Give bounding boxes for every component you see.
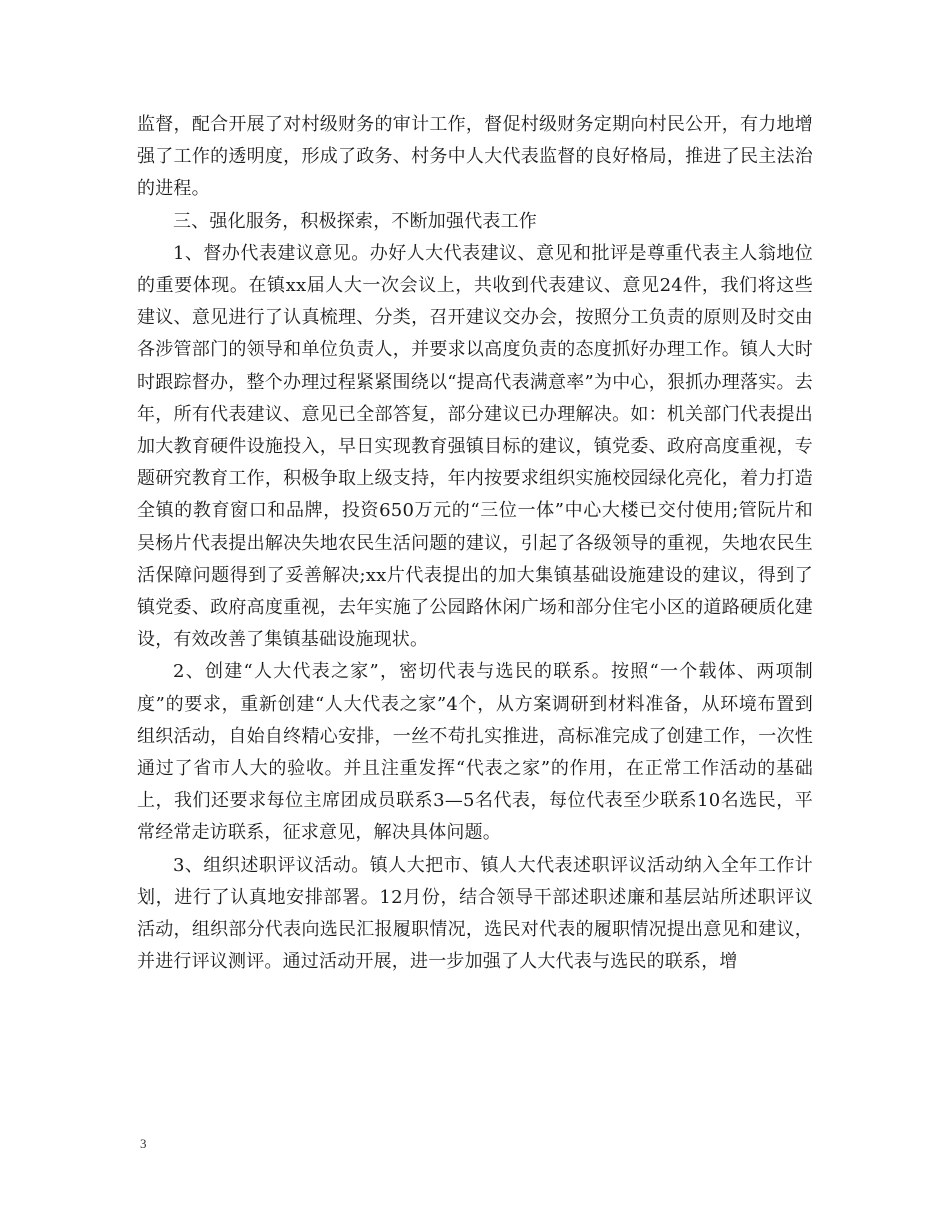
section-heading: 三、强化服务，积极探索，不断加强代表工作 <box>173 210 537 232</box>
document-body <box>137 109 813 978</box>
paragraph-item-3: 3、组织述职评议活动。镇人大把市、镇人大代表述职评议活动纳入全年工作计划，进行了认真地安排部署。12月份，结合领导干部述职述廉和基层站所述职评议活动，组织部分代表向选民汇报履职情况，选民对代表的履职情况提出意见和建议，并进行评议测评。通过活动开展，进一步加强了人大代表与选民的联系，增 <box>137 854 813 973</box>
page-number: 3 <box>140 1136 147 1151</box>
paragraph-item-1: 1、督办代表建议意见。办好人大代表建议、意见和批评是尊重代表主人翁地位的重要体现。在镇xx届人大一次会议上，共收到代表建议、意见24件，我们将这些建议、意见进行了认真梳理、分类，召开建议交办会，按照分工负责的原则及时交由各涉管部门的领导和单位负责人，并要求以高度负责的态度抓好办理工作。镇人大时时跟踪督办，整个办理过程紧紧围绕以“提高代表满意率”为中心，狠抓办理落实。去年，所有代表建议、意见已全部答复，部分建议已办理解决。如：机关部门代表提出加大教育硬件设施投入，早日实现教育强镇目标的建议，镇党委、政府高度重视，专题研究教育工作，积极争取上级支持，年内按要求组织实施校园绿化亮化，着力打造全镇的教育窗口和品牌，投资650万元的“三位一体”中心大楼已交付使用;管阮片和吴杨片代表提出解决失地农民生活问题的建议，引起了各级领导的重视，失地农民生活保障问题得到了妥善解决;xx片代表提出的加大集镇基础设施建设的建议，得到了镇党委、政府高度重视，去年实施了公园路休闲广场和部分住宅小区的道路硬质化建设，有效改善了集镇基础设施现状。 <box>137 242 813 651</box>
paragraph-continuation: 监督，配合开展了对村级财务的审计工作，督促村级财务定期向村民公开，有力地增强了工作的透明度，形成了政务、村务中人大代表监督的良好格局，推进了民主法治的进程。 <box>137 114 813 200</box>
paragraph-item-2: 2、创建“人大代表之家”，密切代表与选民的联系。按照“一个载体、两项制度”的要求，重新创建“人大代表之家”4个，从方案调研到材料准备，从环境布置到组织活动，自始自终精心安排，一丝不苟扎实推进，高标准完成了创建工作，一次性通过了省市人大的验收。并且注重发挥“代表之家”的作用，在正常工作活动的基础上，我们还要求每位主席团成员联系3—5名代表，每位代表至少联系10名选民，平常经常走访联系，征求意见，解决具体问题。 <box>137 661 813 844</box>
